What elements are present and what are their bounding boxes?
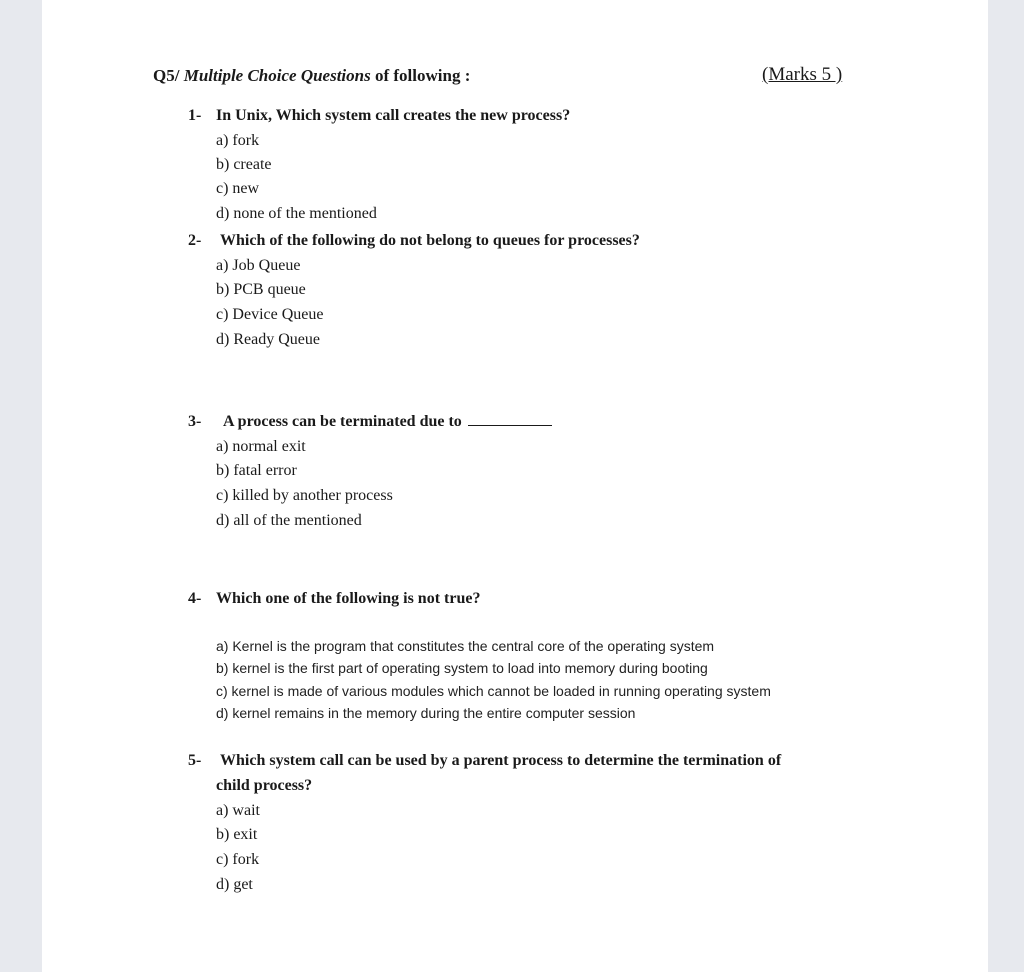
question-3-option-a: a) normal exit [216,438,306,455]
answer-blank [468,425,552,426]
question-4-text: Which one of the following is not true? [216,590,481,607]
question-5-option-b: b) exit [216,826,258,843]
question-2-option-d: d) Ready Queue [216,331,320,348]
question-1-option-a: a) fork [216,132,260,149]
question-5-option-a: a) wait [216,802,260,819]
question-2-option-a: a) Job Queue [216,257,301,274]
question-1-option-d: d) none of the mentioned [216,205,377,222]
question-1-option-c: c) new [216,180,260,197]
question-4-option-b: b) kernel is the first part of operating system to load into memory during booting [216,660,708,676]
question-3-number: 3- [188,413,202,430]
section-heading: Multiple Choice Questions [183,66,371,85]
question-3-option-c: c) killed by another process [216,487,393,504]
question-5-text-line1: Which system call can be used by a parent process to determine the termination of [220,752,782,769]
question-5-option-d: d) get [216,876,253,893]
question-1-text: In Unix, Which system call creates the new process? [216,107,571,124]
question-5-option-c: c) fork [216,851,260,868]
question-3-option-b: b) fatal error [216,462,297,479]
question-3-option-d: d) all of the mentioned [216,512,362,529]
question-3-stem [223,413,552,431]
section-number: Q5/ [153,66,180,85]
question-2-number: 2- [188,232,202,249]
question-5-number: 5- [188,752,202,769]
question-4-option-d: d) kernel remains in the memory during the entire computer session [216,705,636,721]
section-title [153,66,470,86]
question-5-text-line2: child process? [216,777,313,794]
question-1-option-b: b) create [216,156,272,173]
marks-label: (Marks 5 ) [762,64,843,85]
question-4-option-c: c) kernel is made of various modules which cannot be loaded in running operating system [216,683,771,699]
question-3-text: A process can be terminated due to [223,413,462,430]
question-1-number: 1- [188,107,202,124]
document-page [42,0,988,972]
question-2-text: Which of the following do not belong to queues for processes? [220,232,640,249]
section-heading-suffix: of following : [374,66,471,85]
question-2-option-b: b) PCB queue [216,281,306,298]
question-2-option-c: c) Device Queue [216,306,324,323]
question-4-option-a: a) Kernel is the program that constitutes the central core of the operating system [216,638,715,654]
question-4-number: 4- [188,590,202,607]
